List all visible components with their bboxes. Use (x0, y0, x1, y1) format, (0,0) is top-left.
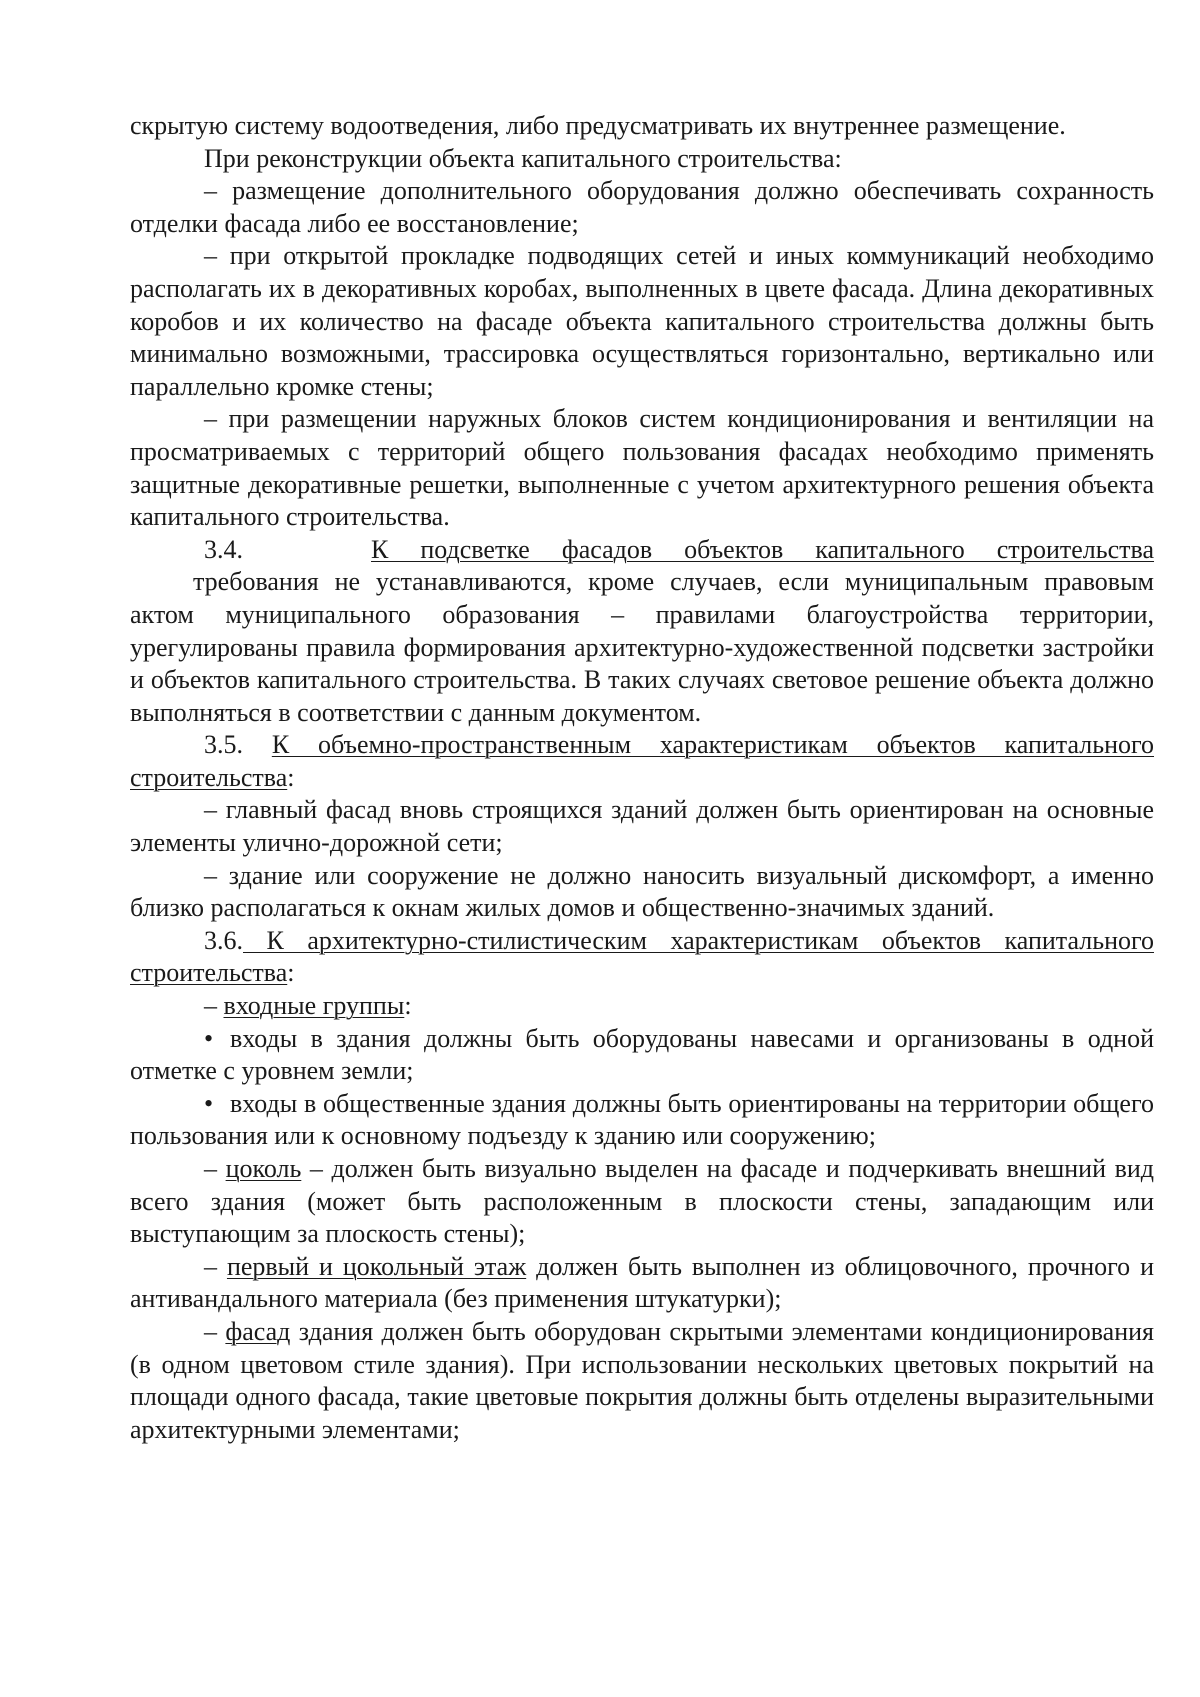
term-underlined: входные группы (223, 991, 405, 1021)
paragraph-reconstruction-intro: При реконструкции объекта капитального строительства: (204, 143, 842, 173)
bullet-item-entrance-canopies (130, 1023, 1154, 1088)
section-3-4-body: требования не устанавливаются, кроме случаев, если муниципальным правовым актом муниципального образования – правилами благоустройства территории, урегулированы правила формирования архитектурно-художественной подсветки застройки и объектов капитального строительства. В таких случаях световое решение объекта должно выполняться в соответствии с данным документом. (130, 567, 1154, 727)
section-heading-underlined: К подсветке фасадов объектов капитального строительства (371, 534, 1155, 564)
heading-colon: : (287, 958, 295, 988)
dash-marker: – (204, 991, 224, 1021)
bullet-item-public-entrances (130, 1088, 1154, 1153)
list-item-visual-discomfort: – здание или сооружение не должно наносить визуальный дискомфорт, а именно близко располагаться к окнам жилых домов и общественно-значимых зданий. (130, 860, 1154, 923)
section-number: 3.5. (204, 730, 243, 760)
section-3-5-heading (130, 729, 1154, 794)
term-tail: – должен быть визуально выделен на фасаде и подчеркивать внешний вид всего здания (может быть расположенным в плоскости стены, западающим или выступающим за плоскость стены); (130, 1154, 1155, 1249)
bullet-text: входы в общественные здания должны быть ориентированы на территории общего пользования или к основному подъезду к зданию или сооружению; (130, 1088, 1154, 1151)
list-item-facade (130, 1316, 1154, 1446)
dash-marker: – (204, 1154, 226, 1183)
bullet-text: входы в здания должны быть оборудованы навесами и организованы в одной отметке с уровнем земли; (130, 1023, 1154, 1086)
term-tail: должен быть выполнен из облицовочного, прочного и антивандального материала (без применения штукатурки); (130, 1251, 1154, 1314)
list-item-entrance-groups (130, 990, 1154, 1023)
bullet-icon: • (204, 1088, 214, 1118)
term-tail: здания должен быть оборудован скрытыми элементами кондиционирования (в одном цветовом стиле здания). При использовании нескольких цветовых покрытий на площади одного фасада, такие цветовые покрытия должны быть отделены выразительными архитектурными элементами; (130, 1316, 1154, 1444)
section-3-6-heading (130, 925, 1154, 990)
section-number: 3.4. (204, 534, 243, 564)
dash-marker: – (204, 1316, 226, 1346)
term-tail: : (404, 991, 412, 1021)
dash-marker: – (204, 1251, 227, 1281)
term-underlined: цоколь (225, 1154, 302, 1183)
section-heading-underlined: К архитектурно-стилистическим характеристикам объектов капитального строительства (130, 925, 1154, 988)
paragraph-drainage-continuation: скрытую систему водоотведения, либо предусматривать их внутреннее размещение. (130, 111, 1066, 140)
term-underlined: фасад (225, 1316, 291, 1346)
list-item-main-facade: – главный фасад вновь строящихся зданий должен быть ориентирован на основные элементы улично-дорожной сети; (130, 795, 1154, 858)
document-page (130, 110, 1154, 1446)
term-underlined: первый и цокольный этаж (226, 1251, 527, 1281)
list-item-air-conditioning-units: – при размещении наружных блоков систем кондиционирования и вентиляции на просматриваемых с территорий общего пользования фасадах необходимо применять защитные декоративные решетки, выполненные с учетом архитектурного решения объекта капитального строительства. (130, 404, 1154, 532)
list-item-additional-equipment: – размещение дополнительного оборудования должно обеспечивать сохранность отделки фасада либо ее восстановление; (130, 176, 1154, 238)
heading-colon: : (287, 762, 295, 792)
section-number: 3.6. (204, 925, 243, 955)
section-3-4-heading (130, 534, 1154, 567)
section-heading-underlined: К объемно-пространственным характеристикам объектов капитального строительства (130, 730, 1155, 792)
list-item-plinth (130, 1153, 1154, 1251)
bullet-icon: • (204, 1023, 214, 1053)
list-item-open-networks: – при открытой прокладке подводящих сетей и иных коммуникаций необходимо располагать их в декоративных коробах, выполненных в цвете фасада. Длина декоративных коробов и их количество на фасаде объекта капитального строительства должны быть минимально возможными, трассировка осуществляться горизонтально, вертикально или параллельно кромке стены; (130, 241, 1154, 401)
list-item-first-floor (130, 1251, 1154, 1316)
